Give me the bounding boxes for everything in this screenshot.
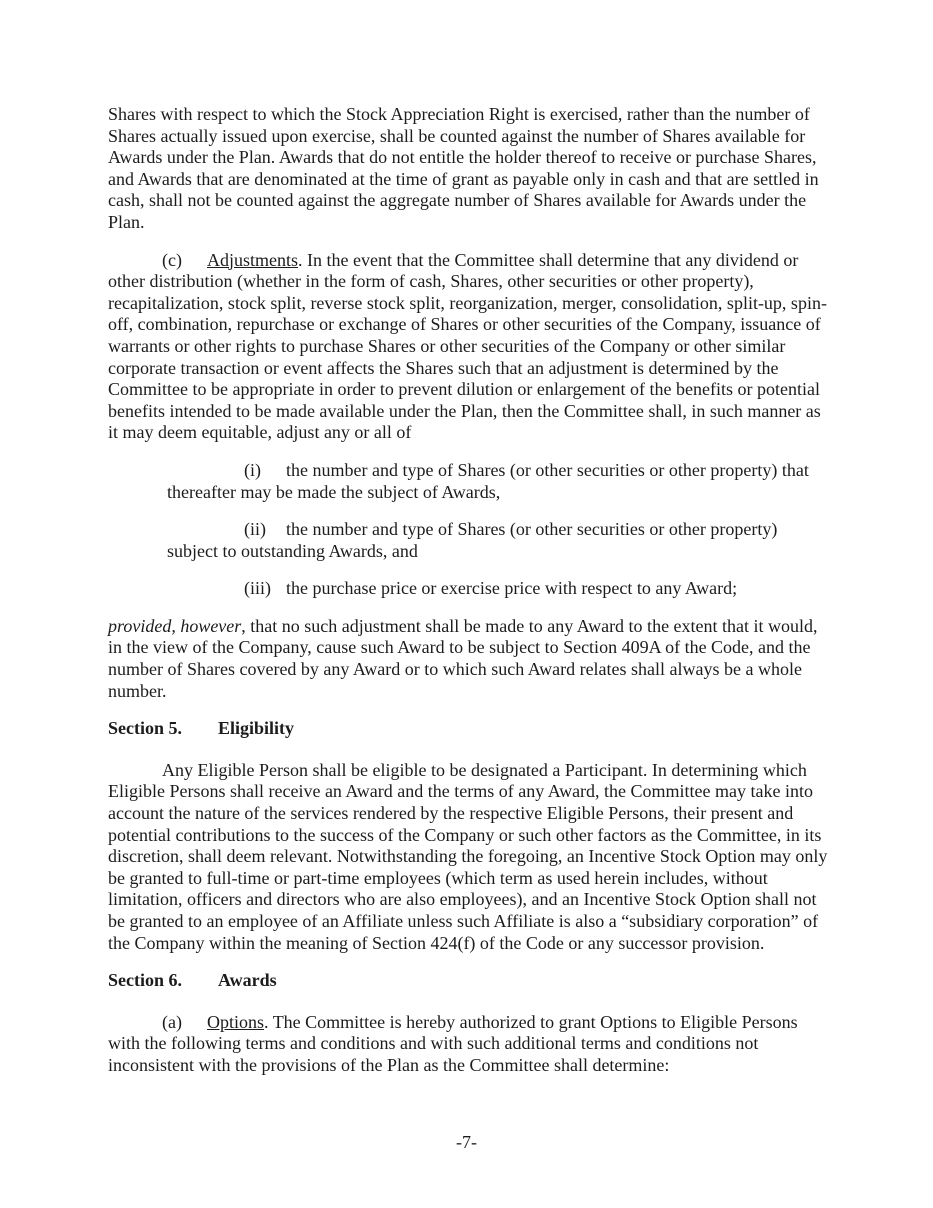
section-5-heading [108,718,830,740]
paragraph-share-counting-continuation: Shares with respect to which the Stock Appreciation Right is exercised, rather than the number of Shares actually issued upon exercise, shall be counted against the number of Shares available for Awards under the Plan. Awards that do not entitle the holder thereof to receive or purchase Shares, and Awards that are denominated at the time of grant as payable only in cash and that are settled in cash, shall not be counted against the aggregate number of Shares available for Awards under the Plan. [108,104,819,232]
item-i-label: (i) [244,459,261,480]
adjustments-term: Adjustments [207,249,299,270]
clause-a-body: . The Committee is hereby authorized to grant Options to Eligible Persons with the following terms and conditions and with such additional terms and conditions not inconsistent with the provisions of the Plan as the Committee shall determine: [108,1011,798,1075]
section-6-heading [108,970,830,992]
section-6-number: Section 6. [108,970,182,991]
section-6-title: Awards [218,970,277,991]
proviso-paragraph [108,616,830,702]
proviso-body: , that no such adjustment shall be made to any Award to the extent that it would, in the view of the Company, cause such Award to be subject to Section 409A of the Code, and the number of Shares covered by any Award or to which such Award relates shall always be a whole number. [108,615,818,701]
options-term: Options [207,1011,265,1032]
item-iii-label: (iii) [244,578,271,599]
adjustment-item-i [167,460,830,503]
clause-a-paragraph [108,1012,830,1077]
section-5-title: Eligibility [218,718,295,739]
item-ii-label: (ii) [244,519,266,540]
proviso-lead: provided, however [108,615,242,636]
item-iii-text: the purchase price or exercise price with respect to any Award; [286,578,738,599]
clause-a-label: (a) [162,1011,182,1032]
section-5-number: Section 5. [108,718,182,739]
document-content [108,104,830,1093]
item-ii-text: the number and type of Shares (or other securities or other property) subject to outstanding Awards, and [167,519,778,561]
adjustment-item-iii [167,578,830,600]
clause-c-label: (c) [162,249,182,270]
page-number: -7- [456,1132,477,1152]
section-5-paragraph: Any Eligible Person shall be eligible to be designated a Participant. In determining which Eligible Persons shall receive an Award and the terms of any Award, the Committee may take into account the nature of the services rendered by the respective Eligible Persons, their present and potential contributions to the success of the Company or such other factors as the Committee, in its discretion, shall deem relevant. Notwithstanding the foregoing, an Incentive Stock Option may only be granted to full-time or part-time employees (which term as used herein includes, without limitation, officers and directors who are also employees), and an Incentive Stock Option shall not be granted to an employee of an Affiliate unless such Affiliate is also a “subsidiary corporation” of the Company within the meaning of Section 424(f) of the Code or any successor provision. [108,759,828,953]
item-i-text: the number and type of Shares (or other securities or other property) that thereafter may be made the subject of Awards, [167,459,809,502]
adjustment-item-ii [167,519,830,562]
clause-c-paragraph [108,250,830,444]
clause-c-body: . In the event that the Committee shall determine that any dividend or other distribution (whether in the form of cash, Shares, other securities or other property), recapitalization, stock split, reverse stock split, reorganization, merger, consolidation, split-up, spin-off, combination, repurchase or exchange of Shares or other securities of the Company, issuance of warrants or other rights to purchase Shares or other securities of the Company or other similar corporate transaction or event affects the Shares such that an adjustment is determined by the Committee to be appropriate in order to prevent dilution or enlargement of the benefits or potential benefits intended to be made available under the Plan, then the Committee shall, in such manner as it may deem equitable, adjust any or all of [108,249,827,443]
